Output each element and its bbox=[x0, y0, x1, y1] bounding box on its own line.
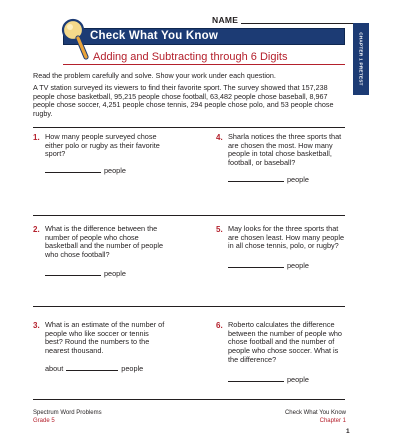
divider bbox=[33, 127, 345, 128]
answer-unit: people bbox=[104, 269, 126, 278]
grade-label: Grade 5 bbox=[33, 418, 55, 424]
answer-field[interactable] bbox=[45, 364, 175, 374]
answer-line[interactable] bbox=[45, 172, 101, 173]
name-line[interactable] bbox=[241, 23, 357, 24]
name-field bbox=[212, 15, 357, 27]
magnifying-glass-icon bbox=[60, 17, 90, 61]
problem-number: 1. bbox=[33, 133, 40, 142]
problem-text: May looks for the three sports that are chosen least. How many people in all chose tennis, polo, or rugby? bbox=[228, 224, 345, 251]
answer-field[interactable] bbox=[45, 166, 175, 176]
answer-field[interactable] bbox=[228, 175, 358, 185]
answer-unit: people bbox=[287, 175, 309, 184]
book-title: Spectrum Word Problems bbox=[33, 410, 102, 416]
banner-title: Check What You Know bbox=[90, 30, 218, 42]
answer-unit: people bbox=[287, 261, 309, 270]
section-title: Check What You Know bbox=[284, 410, 346, 416]
page-number: 1 bbox=[346, 428, 350, 435]
problem-number: 3. bbox=[33, 321, 40, 330]
answer-line[interactable] bbox=[45, 275, 101, 276]
chapter-tab-label: CHAPTER 1 PRETEST bbox=[358, 32, 364, 86]
divider bbox=[33, 306, 345, 307]
chapter-label: Chapter 1 bbox=[319, 418, 346, 424]
divider bbox=[33, 215, 345, 216]
answer-field[interactable] bbox=[45, 269, 175, 279]
answer-line[interactable] bbox=[66, 370, 118, 371]
problem-number: 4. bbox=[216, 133, 223, 142]
answer-line[interactable] bbox=[228, 381, 284, 382]
answer-field[interactable] bbox=[228, 375, 358, 385]
answer-unit: people bbox=[287, 375, 309, 384]
divider bbox=[33, 399, 345, 400]
answer-line[interactable] bbox=[228, 181, 284, 182]
problem-text: Sharla notices the three sports that are chosen the most. How many people in total chose basketball, football, or baseball? bbox=[228, 132, 342, 168]
title-banner bbox=[63, 28, 345, 45]
answer-field[interactable] bbox=[228, 261, 358, 271]
answer-prefix: about bbox=[45, 364, 64, 373]
answer-unit: people bbox=[104, 166, 126, 175]
instructions: Read the problem carefully and solve. Show your work under each question. bbox=[33, 71, 276, 80]
problem-text: How many people surveyed chose either polo or rugby as their favorite sport? bbox=[45, 132, 160, 159]
lesson-subtitle: Adding and Subtracting through 6 Digits bbox=[93, 51, 288, 63]
problem-number: 2. bbox=[33, 225, 40, 234]
footer-book-info bbox=[33, 409, 102, 425]
problem-text: Roberto calculates the difference between the number of people who chose football and the number of people who chose soccer. What is the difference? bbox=[228, 320, 342, 364]
problem-number: 5. bbox=[216, 225, 223, 234]
name-label: NAME bbox=[212, 15, 239, 25]
problem-number: 6. bbox=[216, 321, 223, 330]
problem-text: What is the difference between the number of people who chose basketball and the number of people who chose football? bbox=[45, 224, 164, 260]
footer-section-info bbox=[285, 409, 346, 425]
problem-text: What is an estimate of the number of people who like soccer or tennis best? Round the numbers to the nearest thousand. bbox=[45, 320, 165, 356]
survey-passage: A TV station surveyed its viewers to find their favorite sport. The survey showed that 157,238 people chose basketball, 95,215 people chose football, 63,482 people chose baseball, 8,967 people chose soccer, 4,251 people chose tennis, 294 people chose polo, and 53 people chose rugby. bbox=[33, 83, 334, 119]
answer-unit: people bbox=[121, 364, 144, 373]
subtitle-rule bbox=[63, 64, 345, 65]
answer-line[interactable] bbox=[228, 267, 284, 268]
